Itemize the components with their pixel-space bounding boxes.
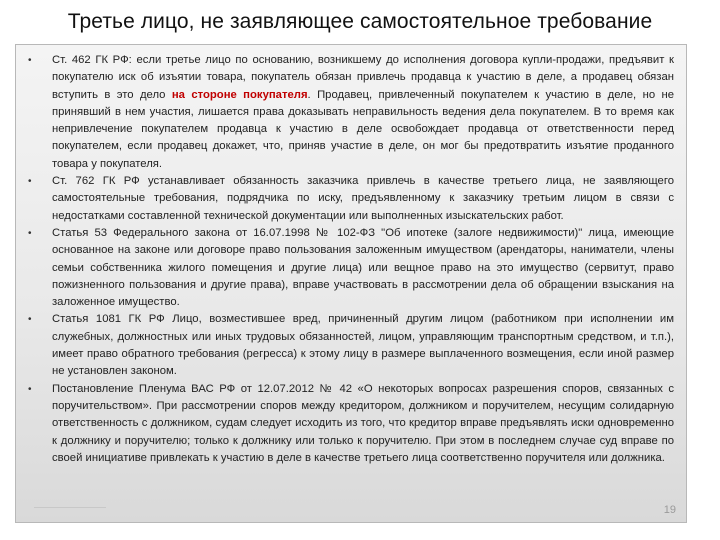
slide-title: Третье лицо, не заявляющее самостоятельное требование xyxy=(67,10,653,33)
bullet-icon: • xyxy=(28,176,32,188)
item-text: Статья 53 Федерального закона от 16.07.1998 № 102-ФЗ "Об ипотеке (залоге недвижимости)" лица, имеющие основанное на законе или договоре право пользования заложенным имуществом (арендаторы, наниматели, члены семьи собственника жилого помещения и другие лица) или вещное право на это имущество (сервитут, право пожизненного пользования и другие права), вправе участвовать в рассмотрении дела об обращении взыскания на заложенное имущество. xyxy=(52,226,674,309)
item-text: Постановление Пленума ВАС РФ от 12.07.2012 № 42 «О некоторых вопросах разрешения споров, связанных с поручительством». При рассмотрении споров между кредитором, должником и поручителем, несущим солидарную ответственность с должником, судам следует исходить из того, что кредитор вправе предъявлять иски одновременно к должнику и поручителю; только к должнику или только к поручителю. При этом в последнем случае суд вправе по своей инициативе привлекать к участию в деле в качестве третьего лица соответственно поручителя или должника. xyxy=(52,382,674,464)
item-text-continued: . Продавец, привлеченный покупателем к участию в деле, но не принявший в нем участия, лишается права доказывать неправильность ведения дела покупателем. В то время как непривлечение покупателем продавца к участию в деле освобождает продавца от ответственности перед покупателем, если продавец докажет, что, приняв участие в деле, он мог бы предотвратить изъятие проданного товара у покупателя. xyxy=(52,88,675,170)
page-number: 19 xyxy=(663,504,676,516)
item-text: Ст. 762 ГК РФ устанавливает обязанность заказчика привлечь в качестве третьего лица, не заявляющего самостоятельные требования, подрядчика по иску, предъявленному к заказчику третьим лицом в связи с недостатками составленной технической документации или выполненных изыскательских работ. xyxy=(52,175,674,222)
list-item xyxy=(16,173,688,225)
content-panel xyxy=(15,44,687,523)
list-item xyxy=(16,381,688,467)
list-item xyxy=(16,311,688,380)
bullet-icon: • xyxy=(28,227,32,239)
list-item xyxy=(16,225,688,311)
footer-divider xyxy=(34,507,106,508)
bullet-icon: • xyxy=(28,383,32,395)
item-text: Статья 1081 ГК РФ Лицо, возместившее вред, причиненный другим лицом (работником при исполнении им служебных, должностных или иных трудовых обязанностей, лицом, управляющим транспортным средством, и т.п.), имеет право обратного требования (регресса) к этому лицу в размере выплаченного возмещения, если иной размер не установлен законом. xyxy=(52,313,674,378)
list-item xyxy=(16,52,688,173)
highlighted-text: на стороне покупателя xyxy=(171,88,308,101)
bullet-icon: • xyxy=(28,314,32,326)
bullet-icon: • xyxy=(28,55,32,66)
bullet-list xyxy=(16,52,688,467)
item-text: Ст. 462 ГК РФ: если третье лицо по основанию, возникшему до исполнения договора купли-продажи, предъявит к покупателю иск об изъятии товара, покупатель обязан привлечь продавца к участию в деле, а продавец обязан вступить в это дело xyxy=(52,54,674,101)
